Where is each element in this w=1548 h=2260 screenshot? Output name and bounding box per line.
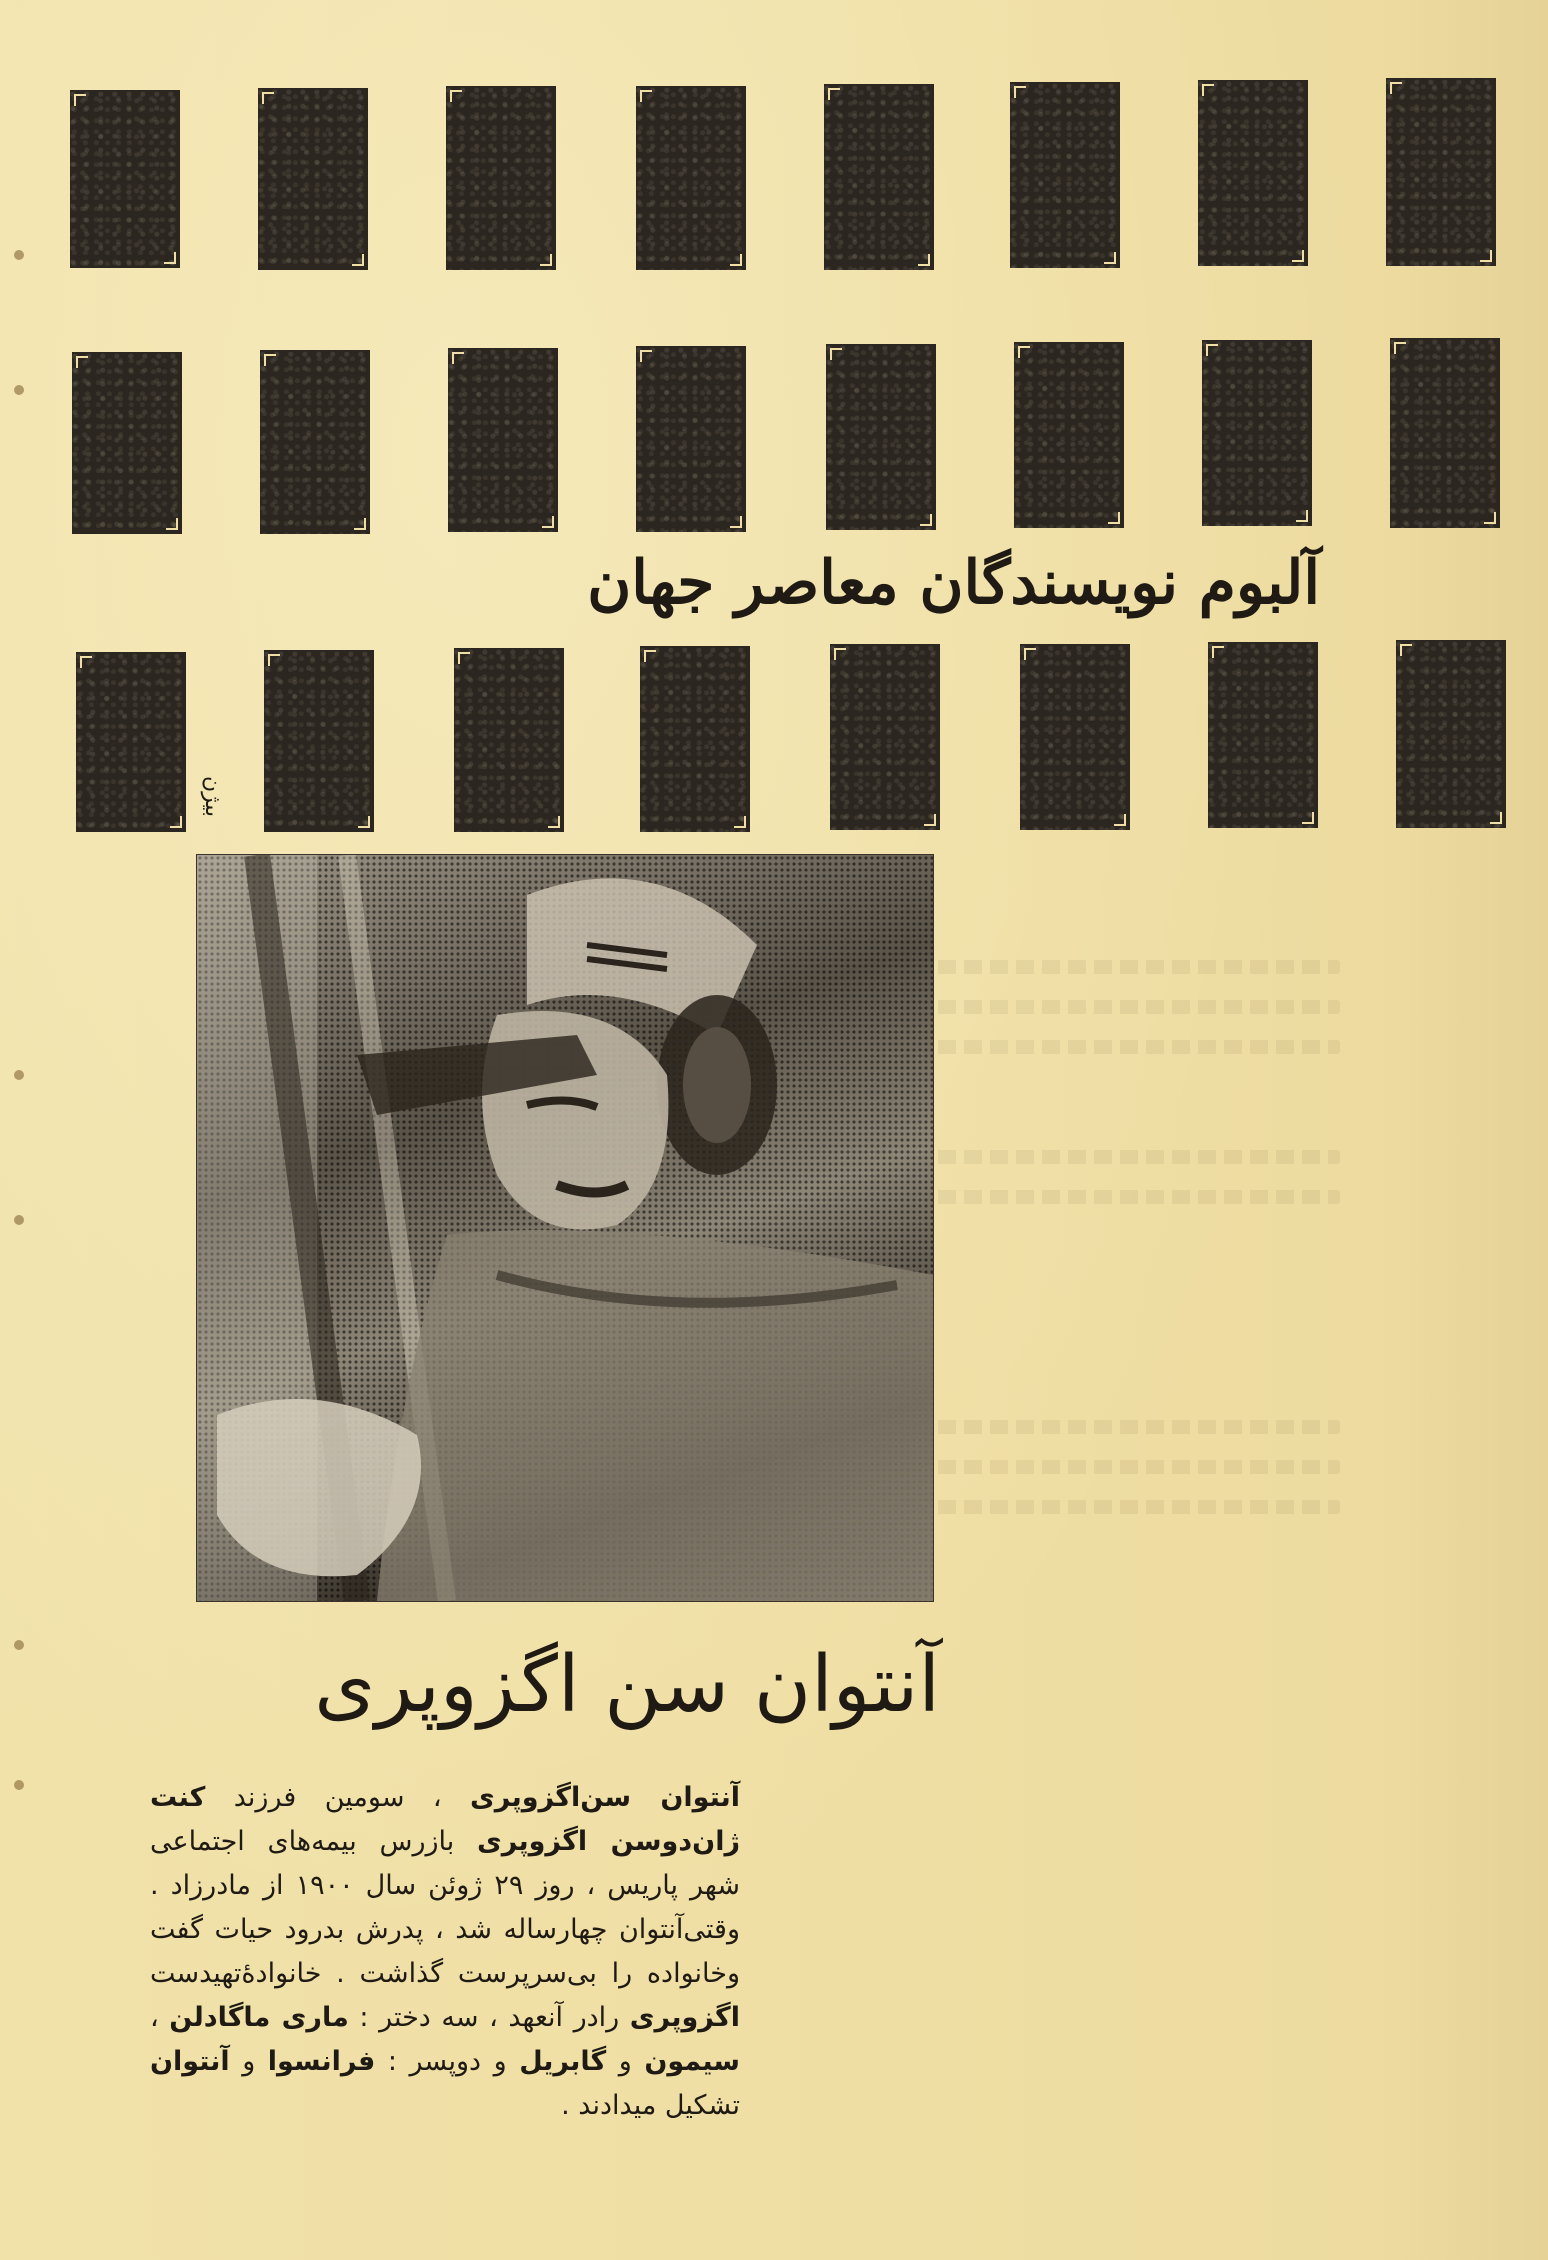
decorative-block [1390,338,1500,528]
author-name-heading: آنتوان سن اگزوپری [314,1640,940,1730]
decorative-block [70,90,180,268]
decorative-block [1386,78,1496,266]
bio-bold-name: گابریل [519,2046,607,2077]
decorative-block [1014,342,1124,528]
decorative-block [1396,640,1506,828]
bio-bold-name: آنتوان [150,2046,230,2077]
bio-text: و دوپسر : [375,2046,520,2077]
bio-bold-name: فرانسوا [267,2046,376,2077]
portrait-sketch [197,855,933,1601]
decorative-block [640,646,750,832]
bio-text: و [229,2046,268,2077]
binding-hole [14,1215,24,1225]
decorative-block [1020,644,1130,830]
bio-bold-name: ماری ماگادلن [169,2002,349,2033]
decorative-block [826,344,936,530]
decorative-block [264,650,374,832]
bio-bold-name: آنتوان سن‌اگزوپری [470,1782,741,1813]
decorative-block [636,346,746,532]
bio-text: بازرس بیمه‌های اجتماعی شهر پاریس ، روز ۲۹ ژوئن سال ۱۹۰۰ از مادرزاد . وقتی‌آنتوان چهارساله شد ، پدرش بدرود حیات گفت وخانواده را بی‌سرپرست گذاشت . خانوادهٔ‌تهیدست [150,1826,741,1989]
decorative-block [76,652,186,832]
decorative-block [1202,340,1312,526]
bio-bold-name: سیمون [644,2046,740,2077]
bio-text: ، [150,2002,170,2033]
decorative-block [1208,642,1318,828]
binding-hole [14,1070,24,1080]
series-title: آلبوم نویسندگان معاصر جهان [587,548,1320,618]
bio-bold-name: اگزوپری [629,2002,741,2033]
decorative-block [1198,80,1308,266]
artist-signature: بیژن [200,776,225,818]
bio-text: ، سومین فرزند [205,1782,471,1813]
decorative-block [636,86,746,270]
decorative-block [260,350,370,534]
decorative-block [446,86,556,270]
header-block-grid [0,0,1548,860]
bio-text: رادر آنعهد ، سه دختر : [348,2002,630,2033]
binding-hole [14,1780,24,1790]
binding-hole [14,1640,24,1650]
decorative-block [72,352,182,534]
author-biography [150,1776,740,2128]
decorative-block [258,88,368,270]
decorative-block [448,348,558,532]
decorative-block [824,84,934,270]
bio-bold-name: کنت ژان‌دوسن اگزوپری [150,1782,740,1857]
bio-text: تشکیل میدادند . [561,2090,740,2121]
author-portrait-photo [196,854,934,1602]
bio-text: و [606,2046,645,2077]
decorative-block [1010,82,1120,268]
decorative-block [454,648,564,832]
decorative-block [830,644,940,830]
